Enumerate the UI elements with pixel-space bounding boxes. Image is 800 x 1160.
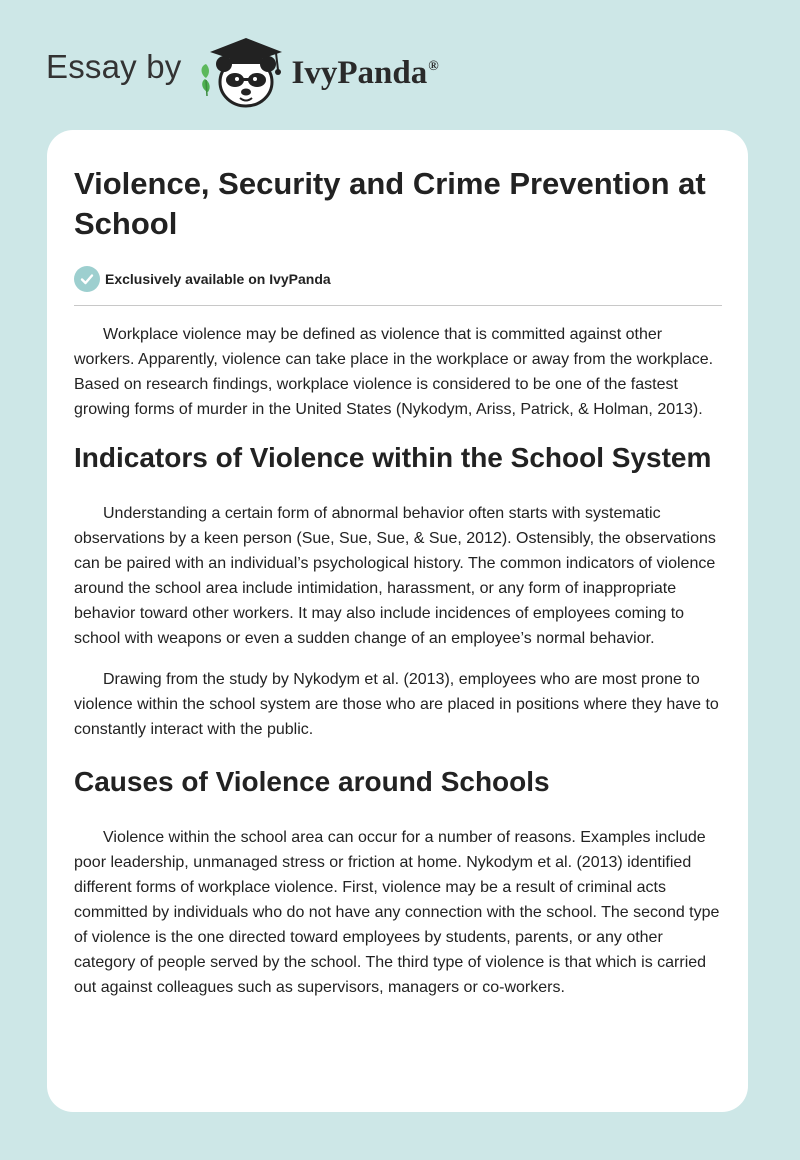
essay-by-label: Essay by [46, 48, 182, 85]
essay-content [74, 164, 722, 1000]
paragraph: Understanding a certain form of abnormal behavior often starts with systematic observations by a keen person (Sue, Sue, Sue, & Sue, 2012). Ostensibly, the observations can be paired with an individual’s psychological history. The common indicators of violence around the school area include intimidation, harassment, or any form of inappropriate behavior toward other workers. It may also include incidences of employees coming to school with weapons or even a sudden change of an employee’s normal behavior. [74, 505, 716, 647]
panda-logo-svg [196, 34, 288, 110]
brand-name[interactable] [292, 55, 439, 92]
section-heading-causes: Causes of Violence around Schools [74, 766, 550, 797]
registered-mark: ® [428, 58, 439, 74]
brand-text: IvyPanda [291, 54, 428, 91]
section-heading-indicators: Indicators of Violence within the School System [74, 442, 712, 473]
essay-card [47, 130, 748, 1112]
ivy-leaf-icon [201, 64, 209, 96]
exclusive-badge-label: Exclusively available on IvyPanda [105, 271, 331, 287]
checkmark-svg [80, 272, 94, 286]
title-divider [74, 305, 722, 306]
site-header [46, 34, 439, 110]
paragraph: Drawing from the study by Nykodym et al. (2013), employees who are most prone to violence within the school system are those who are placed in positions where they have to constantly interact with the public. [74, 671, 719, 738]
checkmark-icon [74, 266, 100, 292]
panda-graduate-icon[interactable] [196, 34, 288, 110]
page-title: Violence, Security and Crime Prevention at School [74, 166, 706, 241]
paragraph: Violence within the school area can occur for a number of reasons. Examples include poor leadership, unmanaged stress or friction at home. Nykodym et al. (2013) identified different forms of workplace violence. First, violence may be a result of criminal acts committed by individuals who do not have any connection with the school. The second type of violence is the one directed toward employees by students, parents, or any other category of people served by the school. The third type of violence is that which is carried out against colleagues such as supervisors, managers or co-workers. [74, 829, 720, 996]
paragraph: Workplace violence may be defined as violence that is committed against other workers. Apparently, violence can take place in the workplace or away from the workplace. Based on research findings, workplace violence is considered to be one of the fastest growing forms of murder in the United States (Nykodym, Ariss, Patrick, & Holman, 2013). [74, 326, 714, 418]
exclusive-badge [74, 266, 722, 292]
